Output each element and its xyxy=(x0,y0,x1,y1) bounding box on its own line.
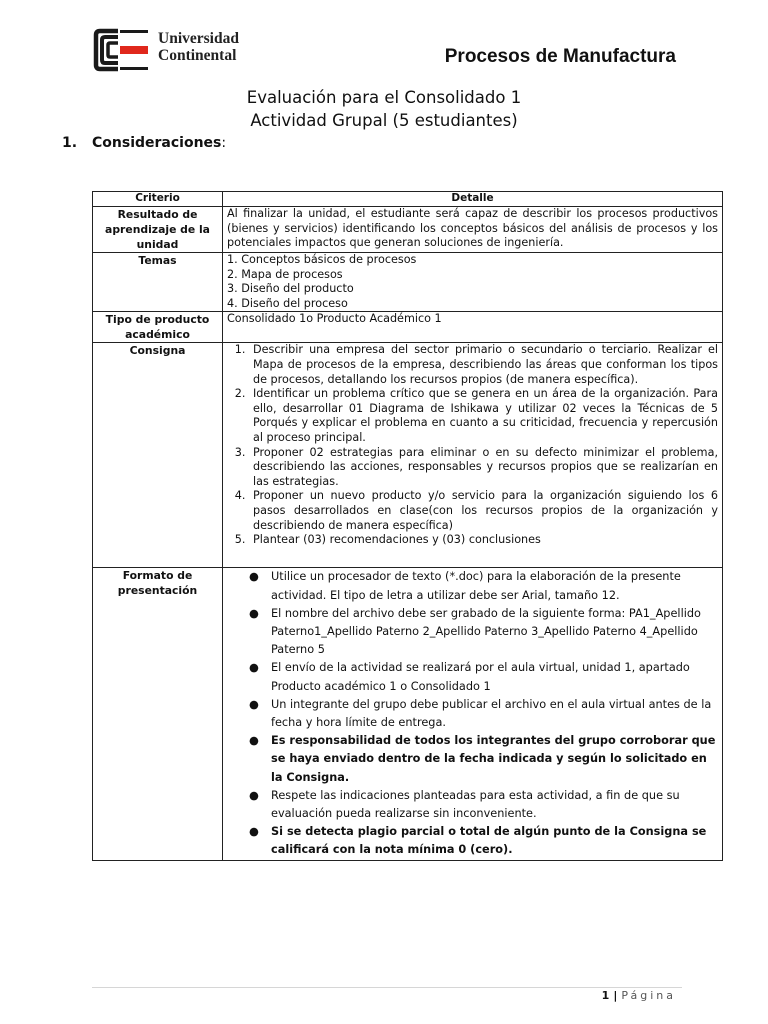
page-footer xyxy=(602,989,676,1002)
section-heading xyxy=(62,135,226,151)
list-item: ● Si se detecta plagio parcial o total de algún punto de la Consigna se calificará con la nota mínima 0 (cero). xyxy=(249,825,707,857)
page-number: 1 xyxy=(601,989,610,1002)
section-suffix: : xyxy=(221,135,227,151)
header-criterio: Criterio xyxy=(93,192,223,207)
list-item: ● El nombre del archivo debe ser grabado de la siguiente forma: PA1_Apellido Paterno1_Apellido Paterno 2_Apellido Paterno 3_Apellido Paterno 4_Apellido Paterno 5 xyxy=(249,606,701,657)
detail-consigna xyxy=(223,343,723,568)
list-item: ● El envío de la actividad se realizará por el aula virtual, unidad 1, apartado Producto académico 1 o Consolidado 1 xyxy=(249,661,690,693)
table-row xyxy=(93,568,723,860)
table-row xyxy=(93,312,723,343)
label-temas: Temas xyxy=(93,253,223,312)
bullet-icon: ● xyxy=(249,697,259,711)
table-row xyxy=(93,253,723,312)
list-item: 1. Conceptos básicos de procesos xyxy=(227,253,417,266)
label-tipo: Tipo de producto académico xyxy=(93,312,223,343)
label-resultado: Resultado de aprendizaje de la unidad xyxy=(93,207,223,253)
detail-tipo: Consolidado 1o Producto Académico 1 xyxy=(223,312,723,343)
document-subtitle: Actividad Grupal (5 estudiantes) xyxy=(250,111,518,130)
list-item: 4. Diseño del proceso xyxy=(227,296,348,310)
section-label: Consideraciones xyxy=(92,135,222,151)
bullet-icon: ● xyxy=(249,734,259,748)
section-number: 1. xyxy=(62,135,78,151)
list-item: ● Respete las indicaciones planteadas para esta actividad, a fin de que su evaluación pueda realizarse sin inconveniente. xyxy=(249,788,680,821)
bullet-icon: ● xyxy=(249,606,259,620)
list-item: 4. Proponer un nuevo producto y/o servicio para la organización siguiendo los 6 pasos desarrollados en clase(con los recursos propios de la organización y describiendo de manera específica) xyxy=(249,489,718,533)
course-title: Procesos de Manufactura xyxy=(444,46,676,67)
list-item: 1. Describir una empresa del sector primario o secundario o terciario. Realizar el Mapa de procesos de la empresa, describiendo las áreas que conforman los tipos de procesos, detallando los recursos propios (de manera específica). xyxy=(249,343,718,387)
list-item: 2. Mapa de procesos xyxy=(227,267,343,281)
logo-wordmark xyxy=(158,30,239,64)
footer-divider xyxy=(92,987,682,988)
list-item: 2. Identificar un problema crítico que se genera en un área de la organización. Para ello, desarrollar 01 Diagrama de Ishikawa y utilizar 02 veces la Técnicas de 5 Porqués y explicar el problema en cuanto a su criticidad, frecuencia y repercusión al proceso principal. xyxy=(249,387,718,445)
document-title: Evaluación para el Consolidado 1 xyxy=(246,88,522,107)
list-item: 3. Diseño del producto xyxy=(227,282,354,296)
table-row xyxy=(93,343,723,568)
list-item: 5. Plantear (03) recomendaciones y (03) conclusiones xyxy=(249,533,718,548)
bullet-icon: ● xyxy=(249,570,259,584)
detail-formato xyxy=(223,568,723,860)
footer-separator: | xyxy=(613,989,618,1002)
table-row xyxy=(93,207,723,253)
list-item: ● Un integrante del grupo debe publicar el archivo en el aula virtual antes de la fecha y hora límite de entrega. xyxy=(249,697,712,729)
bullet-icon: ● xyxy=(249,788,259,802)
continental-logo-icon xyxy=(92,27,152,73)
detail-resultado: Al finalizar la unidad, el estudiante será capaz de describir los procesos productivos (bienes y servicios) identificando los conceptos básicos del análisis de procesos y los potenciales impactos que generan soluciones de ingeniería. xyxy=(223,207,723,253)
temas-list xyxy=(227,253,718,311)
list-item: ● Es responsabilidad de todos los integrantes del grupo corroborar que se haya enviado dentro de la fecha indicada y según lo solicitado en la Consigna. xyxy=(249,734,716,784)
bullet-icon: ● xyxy=(249,825,259,839)
bullet-icon: ● xyxy=(249,661,259,675)
list-item: ● Utilice un procesador de texto (*.doc) para la elaboración de la presente actividad. El tipo de letra a utilizar debe ser Arial, tamaño 12. xyxy=(249,570,681,602)
label-consigna: Consigna xyxy=(93,343,223,568)
consigna-list xyxy=(227,343,718,547)
formato-list xyxy=(227,568,718,859)
page-header xyxy=(0,0,768,90)
university-logo xyxy=(92,27,252,73)
label-formato: Formato de presentación xyxy=(93,568,223,860)
list-item: 3. Proponer 02 estrategias para eliminar o en su defecto minimizar el problema, describiendo las acciones, responsables y recursos propios que se realizarían en las estrategias. xyxy=(249,446,718,490)
logo-line-2: Continental xyxy=(158,47,237,64)
table-header-row xyxy=(93,192,723,207)
logo-line-1: Universidad xyxy=(158,30,239,47)
criteria-table xyxy=(92,191,723,861)
page-label: Página xyxy=(621,989,676,1002)
header-detalle: Detalle xyxy=(223,192,723,207)
detail-temas xyxy=(223,253,723,312)
